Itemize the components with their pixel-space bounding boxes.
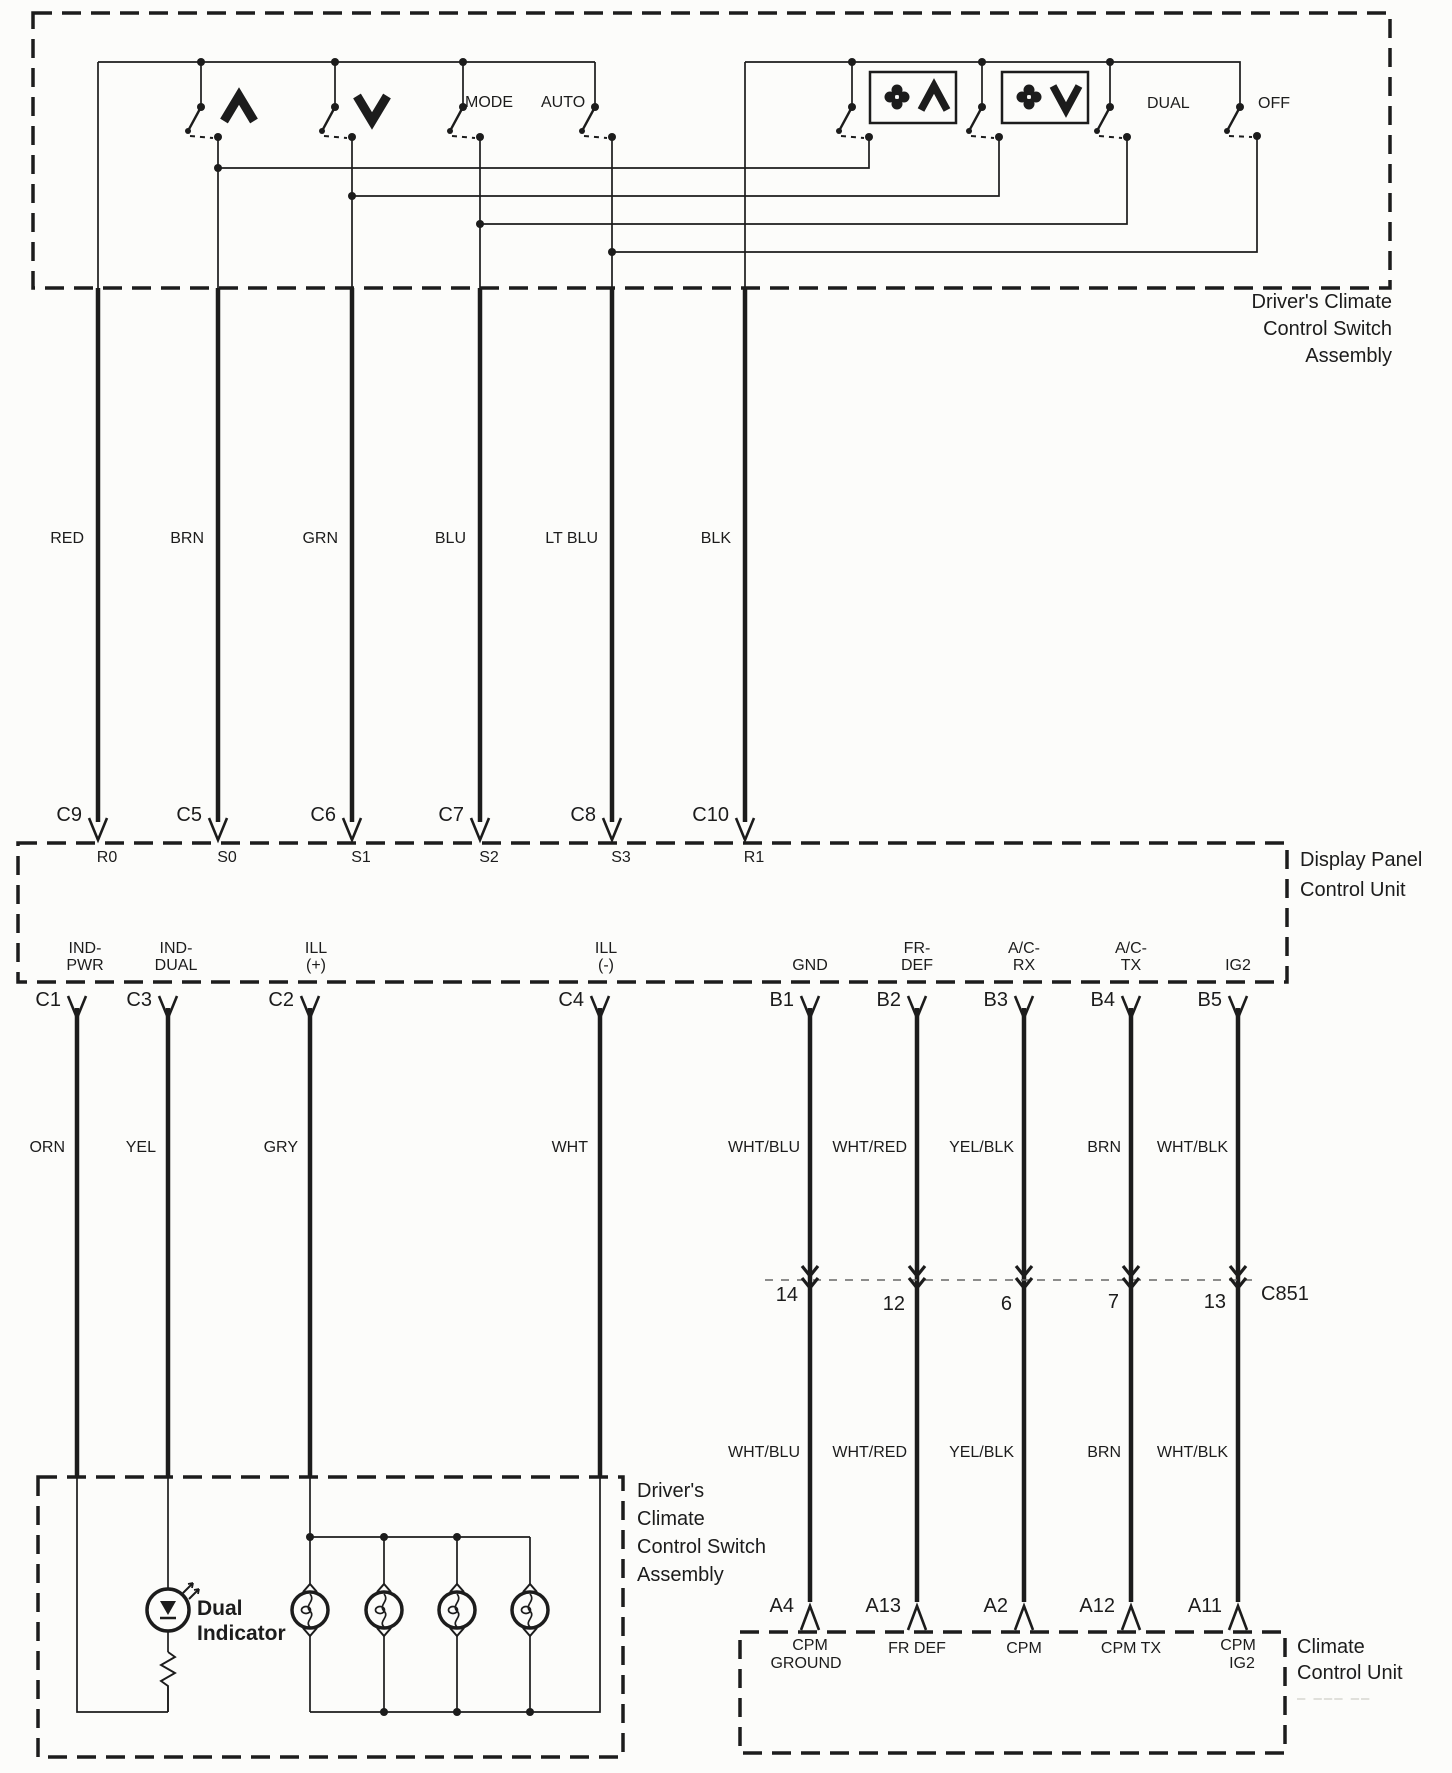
connector-id: C8 <box>570 804 596 826</box>
pin-label: S0 <box>217 849 237 866</box>
connector-id: C6 <box>310 804 336 826</box>
pin-label: GND <box>792 957 828 974</box>
connector-id: B2 <box>876 989 901 1011</box>
wire-color-label: BRN <box>1087 1444 1121 1461</box>
pin-label: DUAL <box>154 957 198 974</box>
pin-label: PWR <box>66 957 104 974</box>
connector-id: A11 <box>1187 1595 1222 1617</box>
pin-label: CPM TX <box>1100 1640 1162 1657</box>
wire-color-label: WHT/RED <box>832 1444 907 1461</box>
fan-down-icon <box>1002 72 1088 123</box>
c851-pin-number: 14 <box>775 1284 798 1306</box>
wire-color-label: BLU <box>434 530 466 547</box>
c851-pin-number: 6 <box>1000 1293 1012 1315</box>
connector-id: C9 <box>56 804 82 826</box>
pin-label: CPM <box>1220 1637 1256 1654</box>
connector-id: A13 <box>865 1595 901 1617</box>
c851-pin-number: 12 <box>882 1293 905 1315</box>
illumination-lamp-icons <box>292 1584 548 1636</box>
pin-label: TX <box>1120 957 1142 974</box>
pin-label: IND- <box>68 940 102 957</box>
pin-label: GROUND <box>770 1655 842 1672</box>
drivers-climate-switch-assembly-box <box>33 13 1390 288</box>
wire-color-label: WHT/BLK <box>1156 1139 1228 1156</box>
pin-label: IG2 <box>1225 957 1251 974</box>
pin-label: A/C- <box>1008 940 1040 957</box>
wire-color-label: GRN <box>302 530 338 547</box>
off-switch-label: OFF <box>1258 95 1290 112</box>
pin-label: RX <box>1012 957 1036 974</box>
wire-color-label: YEL/BLK <box>949 1444 1014 1461</box>
connector-id: B5 <box>1197 989 1222 1011</box>
pin-label: R1 <box>743 849 765 866</box>
drivers-climate-switch-assembly-lower-box <box>38 1477 623 1757</box>
wire-color-label: WHT/RED <box>832 1139 907 1156</box>
connector-id: C7 <box>438 804 464 826</box>
pin-label: FR- <box>903 940 931 957</box>
wire-color-label: WHT/BLK <box>1156 1444 1228 1461</box>
pin-label: FR DEF <box>888 1640 946 1657</box>
connector-id: C10 <box>692 804 729 826</box>
fan-up-icon <box>870 72 956 123</box>
connector-id: B4 <box>1090 989 1115 1011</box>
wire-color-label: WHT/BLU <box>728 1444 800 1461</box>
wire-color-label: RED <box>50 530 84 547</box>
pin-label: A/C- <box>1115 940 1147 957</box>
wire-color-label: ORN <box>29 1139 65 1156</box>
connector-id: A2 <box>983 1595 1008 1617</box>
climate-unit-title: Climate Control Unit – ––– –– <box>1297 1634 1403 1712</box>
pin-label: CPM <box>1006 1640 1042 1657</box>
connector-id: A12 <box>1079 1595 1115 1617</box>
pin-label: S2 <box>479 849 499 866</box>
connector-id: C5 <box>176 804 202 826</box>
display-panel-title: Display Panel Control Unit <box>1300 849 1423 901</box>
connector-id: A4 <box>769 1595 794 1617</box>
pin-label: DEF <box>901 957 933 974</box>
temp-down-icon <box>357 96 387 121</box>
pin-label: IND- <box>159 940 193 957</box>
pin-label: ILL <box>594 940 618 957</box>
c851-pin-number: 7 <box>1107 1291 1119 1313</box>
connector-id: C2 <box>268 989 294 1011</box>
wire-color-label: YEL <box>125 1139 156 1156</box>
mode-switch-label: MODE <box>465 94 513 111</box>
pin-label: (-) <box>598 957 614 974</box>
harness-wires-top <box>98 288 745 822</box>
wire-color-label: BRN <box>170 530 204 547</box>
bottom-left-box-title: Driver's Climate Control Switch Assembly <box>637 1480 766 1586</box>
wire-color-label: GRY <box>263 1139 298 1156</box>
wire-color-label: BRN <box>1087 1139 1121 1156</box>
wire-color-label: WHT <box>551 1139 588 1156</box>
connector-id: B3 <box>983 989 1008 1011</box>
faded-print-artifact: – ––– –– <box>1297 1690 1372 1707</box>
wire-color-label: LT BLU <box>545 530 598 547</box>
wire-color-label: WHT/BLU <box>728 1139 800 1156</box>
switch-matrix-wiring <box>98 62 1257 288</box>
dual-indicator-label: Dual Indicator <box>197 1597 286 1645</box>
pin-label: ILL <box>304 940 328 957</box>
pin-label: CPM <box>792 1637 828 1654</box>
c851-inline-connector <box>765 1266 1252 1288</box>
wire-color-label: YEL/BLK <box>949 1139 1014 1156</box>
pin-label: S3 <box>611 849 631 866</box>
connector-fork-icons-bottom-of-display <box>68 996 1247 1018</box>
dual-indicator-led-icon <box>147 1583 199 1631</box>
wire-color-label: BLK <box>700 530 731 547</box>
c851-pin-number: 13 <box>1203 1291 1226 1313</box>
auto-switch-label: AUTO <box>541 94 586 111</box>
temp-up-icon <box>224 96 254 121</box>
dual-switch-label: DUAL <box>1147 95 1190 112</box>
pin-label: IG2 <box>1229 1655 1255 1672</box>
pin-label: (+) <box>306 957 326 974</box>
connector-id: C4 <box>558 989 584 1011</box>
display-panel-control-unit-box <box>18 843 1287 982</box>
connector-id: C1 <box>35 989 61 1011</box>
connector-id: C3 <box>126 989 152 1011</box>
pin-label: S1 <box>351 849 371 866</box>
top-box-title: Driver's Climate Control Switch Assembly <box>1251 291 1392 367</box>
c851-connector-id: C851 <box>1261 1283 1309 1305</box>
pin-label: R0 <box>96 849 118 866</box>
connector-id: B1 <box>769 989 794 1011</box>
